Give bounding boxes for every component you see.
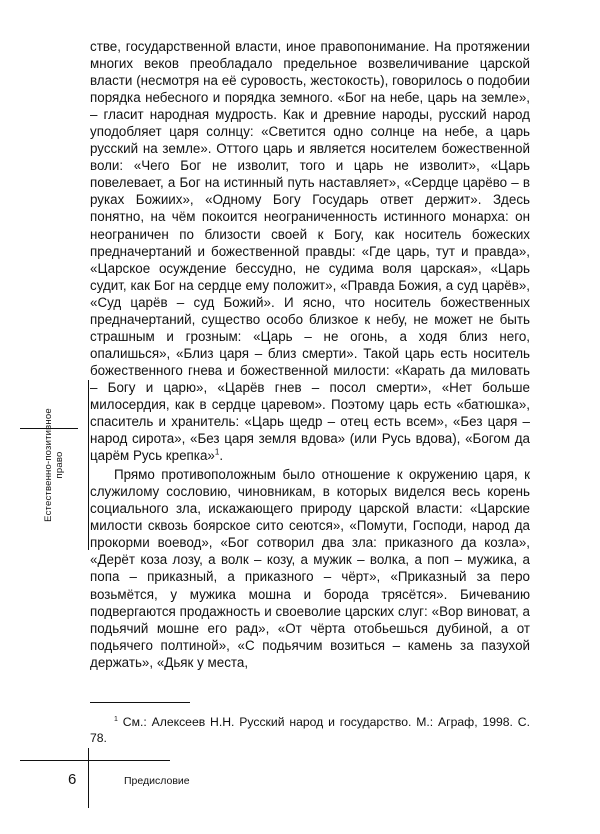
footnote — [90, 714, 530, 746]
footnote-mark: 1 — [114, 715, 118, 723]
paragraph: стве, государственной власти, иное правопонимание. На протяжении многих веков преобладало предельное возвеличивание царской власти (несмотря на её суровость, жестокость), говорилось о подобии порядка небесного и порядка земного. «Бог на небе, царь на земле», – гласит народная мудрость. Как и древние народы, русский народ уподобляет царя солнцу: «Светится одно солнце на небе, а царь русский на земле». Оттого царь и является носителем божественной воли: «Чего Бог не изволит, того и царь не изволит», «Царь повелевает, а Бог на истинный путь наставляет», «Сердце царёво – в руках Божиих», «Одному Богу Государь ответ держит». Здесь понятно, на чём покоится неограниченность истинного монарха: он неограничен по близости своей к Богу, как носитель божеских предначертаний и божественной правды: «Где царь, тут и правда», «Царское осуждение бессудно, не судима воля царская», «Царь судит, как Бог на сердце ему положит», «Правда Божия, а суд царёв», «Суд царёв – суд Божий». И ясно, что носитель божественных предначертаний, существо особо близкое к небу, не может не быть страшным и грозным: «Царь – не огонь, а ходя близ него, опалишься», «Близ царя – близ смерти». Такой царь есть носитель божественного гнева и божественной милости: «Карать да миловать – Богу и царю», «Царёв гнев – посол смерти», «Нет больше милосердия, как в сердце царевом». Поэтому царь есть «батюшка», спаситель и хранитель: «Царь щедр – отец есть всем», «Без царя – народ сирота», «Без царя земля вдова» (или Русь вдова), «Богом да царём Русь крепка»$^1$. — [90, 39, 530, 464]
footer-divider-horizontal — [20, 760, 170, 761]
footnote-text: См.: Алексеев Н.Н. Русский народ и государство. М.: Аграф, 1998. С. 78. — [90, 715, 530, 745]
section-label-line: право — [54, 451, 65, 479]
margin-divider — [88, 380, 89, 550]
paragraph: Прямо противоположным было отношение к окружению царя, к служилому сословию, чиновникам, в которых виделся весь корень социального зла, искажающего природу царской власти: «Царские милости сквозь боярское сито сеются», «Помути, Господи, народ да прокорми воевод», «Бог сотворил два зла: приказного да козла», «Дерёт коза лозу, а волк – козу, а мужик – волка, а поп – мужика, а попа – приказный, а приказного – чёрт», «Приказный за перо возьмётся, у мужика мошна и борода трясётся». Бичеванию подвергаются продажность и своеволие царских слуг: «Вор виноват, а подьячий мошне его рад», «От чёрта отобьешься дубиной, а от подьячего полтиной», «С подьячим возиться – камень за пазухой держать», «Дьяк у места, — [90, 467, 530, 670]
footnote-reference: 1 — [214, 447, 220, 457]
footer-divider — [88, 748, 89, 808]
main-text — [90, 38, 530, 671]
section-label — [43, 408, 65, 522]
section-label-line: Естественно-позитивное — [43, 408, 54, 522]
page-number: 6 — [68, 771, 77, 788]
paragraph-text: стве, государственной власти, иное правопонимание. На протяжении многих веков преобладало предельное возвеличивание царской власти (несмотря на её суровость, жестокость), говорилось о подобии порядка небесного и порядка земного. «Бог на небе, царь на земле», – гласит народная мудрость. Как и древние народы, русский народ уподобляет царя солнцу: «Светится одно солнце на небе, а царь русский на земле». Оттого царь и является носителем божественной воли: «Чего Бог не изволит, того и царь не изволит», «Царь повелевает, а Бог на истинный путь наставляет», «Сердце царёво – в руках Божиих», «Одному Богу Государь ответ держит». Здесь понятно, на чём покоится неограниченность истинного монарха: он неограничен по близости своей к Богу, как носитель божеских предначертаний и божественной правды: «Где царь, тут и правда», «Царское осуждение бессудно, не судима воля царская», «Царь судит, как Бог на сердце ему положит», «Правда Божия, а суд царёв», «Суд царёв – суд Божий». И ясно, что носитель божественных предначертаний, существо особо близкое к небу, не может не быть страшным и грозным: «Царь – не огонь, а ходя близ него, опалишься», «Близ царя – близ смерти». Такой царь есть носитель божественного гнева и божественной милости: «Карать да миловать – Богу и царю», «Царёв гнев – посол смерти», «Нет больше милосердия, как в сердце царевом». Поэтому царь есть «батюшка», спаситель и хранитель: «Царь щедр – отец есть всем», «Без царя – народ сирота», «Без царя земля вдова» (или Русь вдова), «Богом да царём Русь крепка» — [90, 39, 530, 464]
running-footer-title: Предисловие — [124, 775, 190, 787]
footnote-divider — [90, 702, 190, 703]
